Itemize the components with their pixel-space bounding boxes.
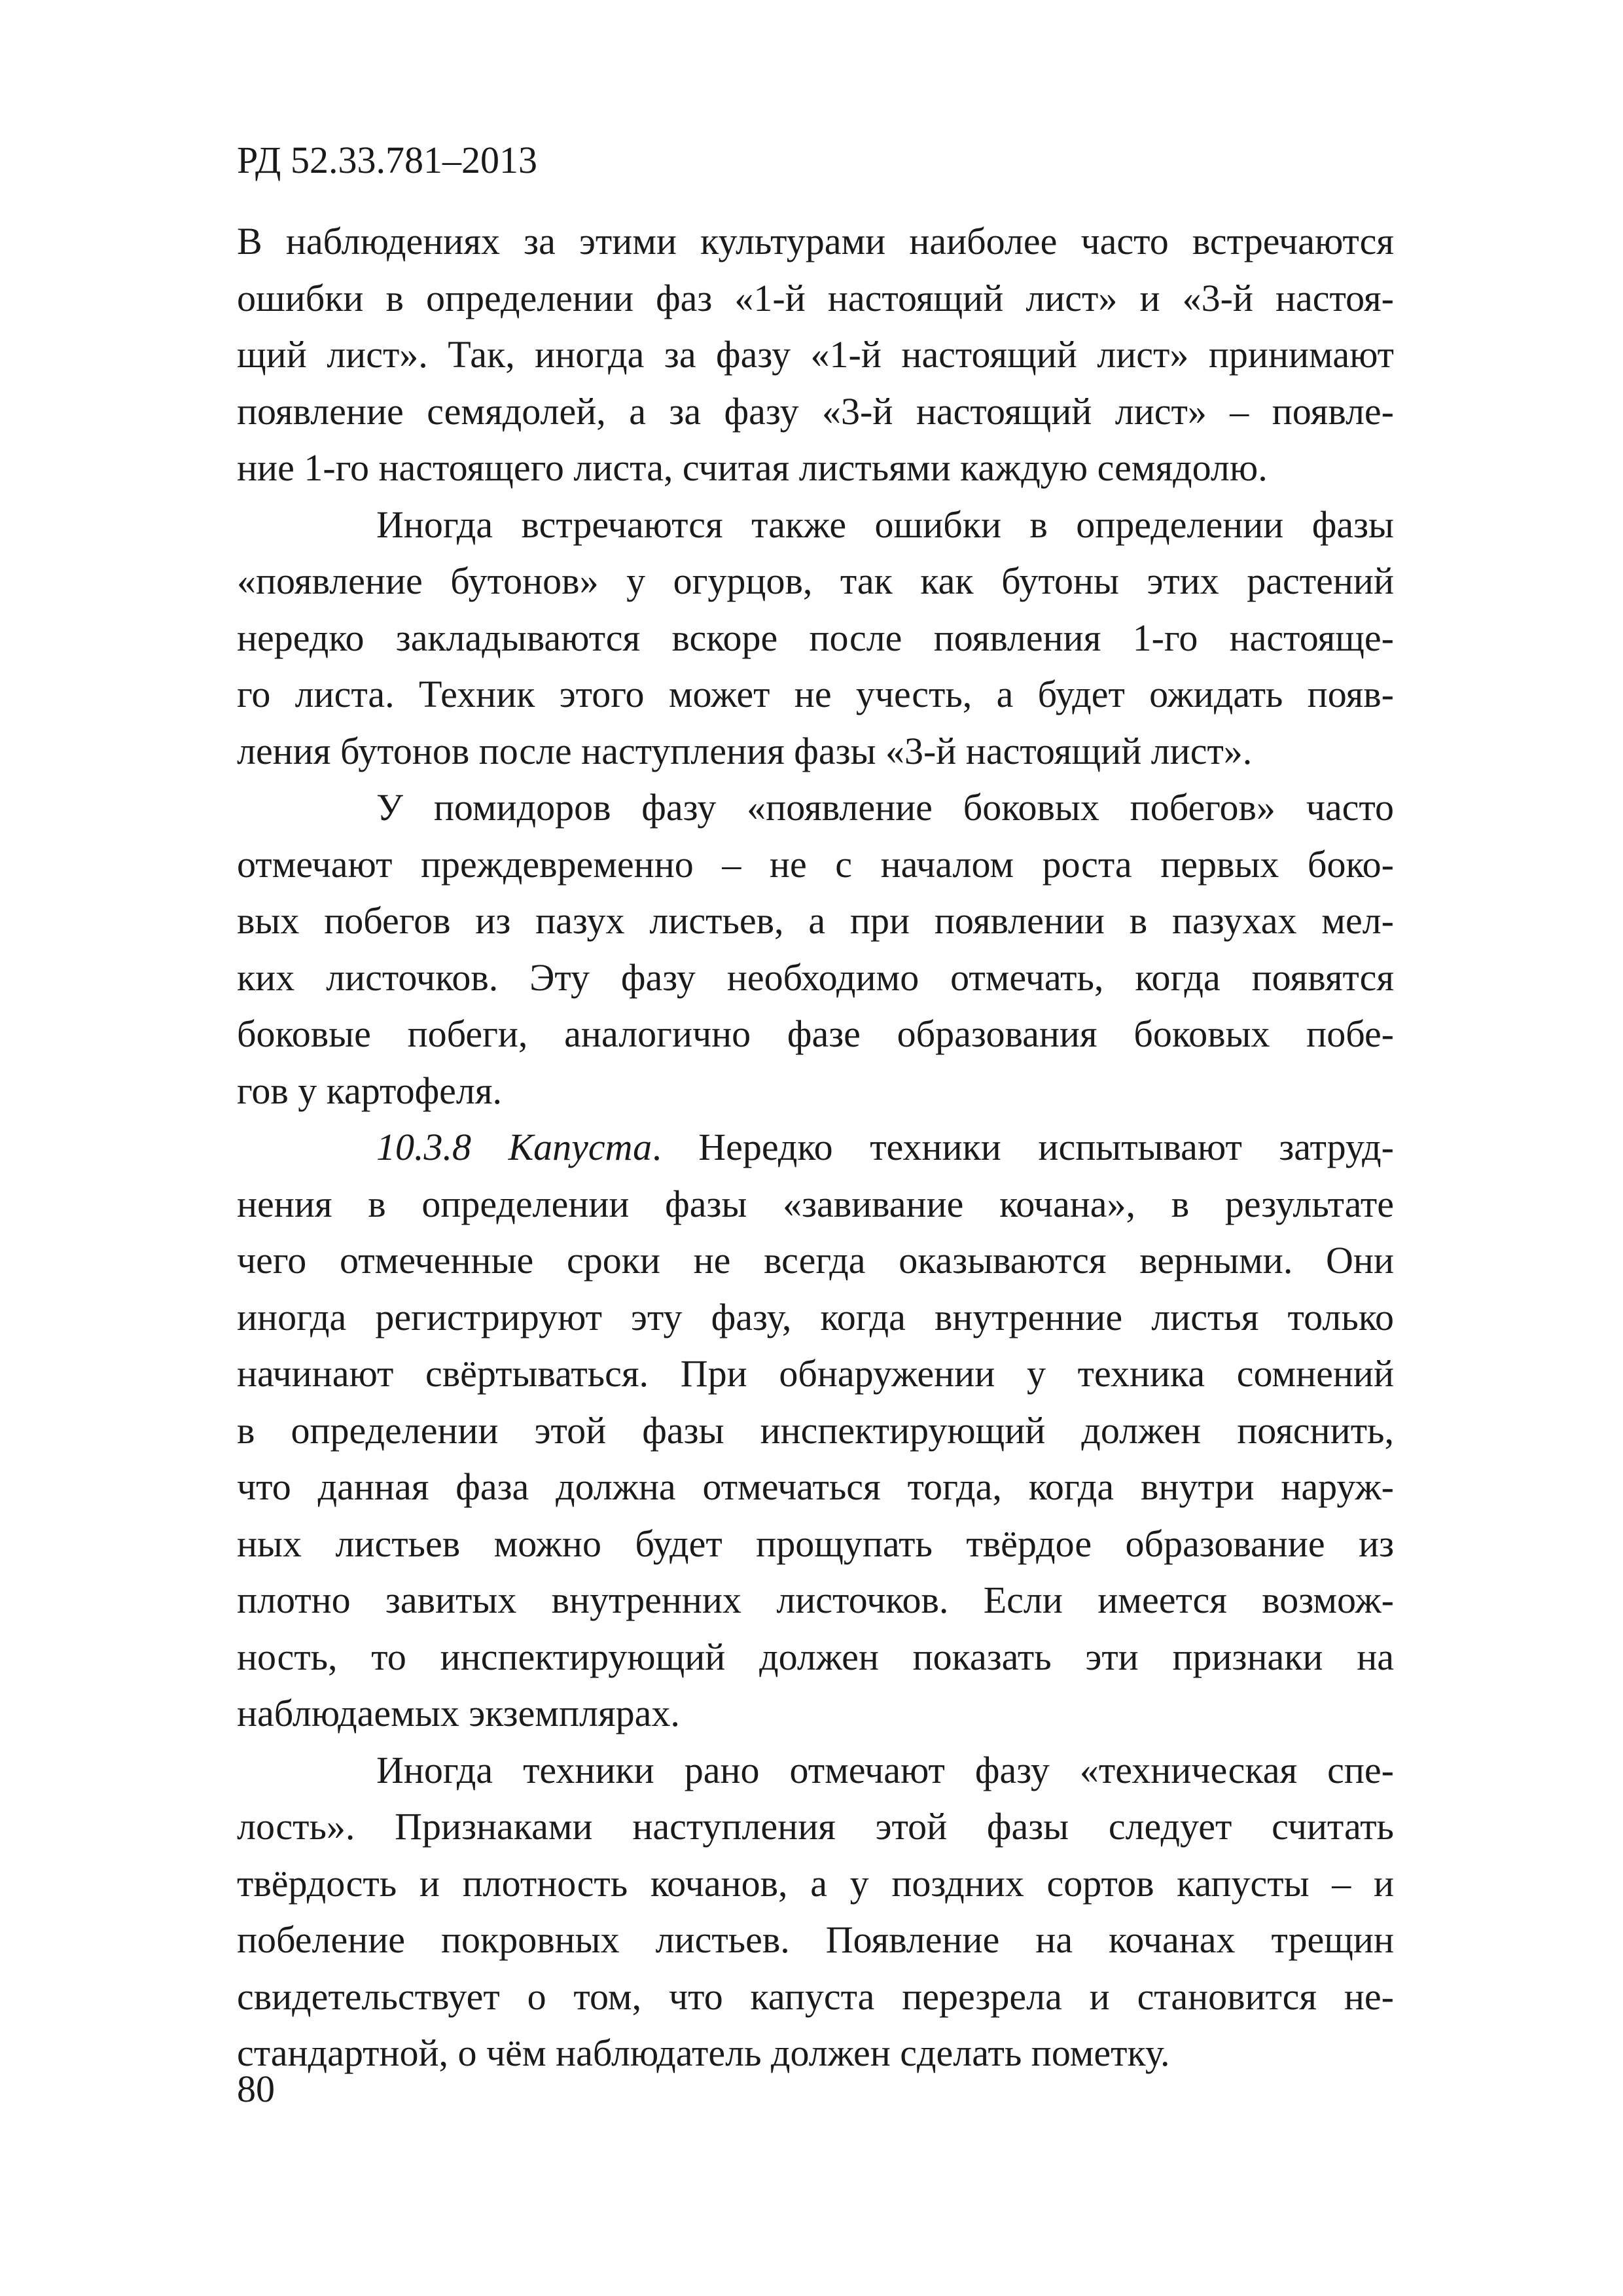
text-line: нередко закладываются вскоре после появления 1-го настояще-: [237, 616, 1394, 659]
text-line: появление семядолей, а за фазу «3-й настоящий лист» – появле-: [237, 389, 1394, 433]
text-line: Иногда техники рано отмечают фазу «техническая спе-: [376, 1748, 1394, 1791]
text-line: боковые побеги, аналогично фазе образования боковых побе-: [237, 1013, 1394, 1055]
text-line: го листа. Техник этого может не учесть, а будет ожидать появ-: [237, 673, 1394, 715]
paragraph-section-10-3-8: [237, 1119, 1394, 1742]
text-line: иногда регистрируют эту фазу, когда внутренние листья только: [237, 1295, 1394, 1338]
section-heading-italic: 10.3.8 Капуста: [376, 1126, 652, 1168]
page-number: 80: [237, 2068, 275, 2110]
text-line: вых побегов из пазух листьев, а при появлении в пазухах мел-: [237, 899, 1394, 942]
text-line: «появление бутонов» у огурцов, так как бутоны этих растений: [237, 560, 1394, 602]
text-line: наблюдаемых экземплярах.: [237, 1692, 680, 1734]
text-line: побеление покровных листьев. Появление на кочанах трещин: [237, 1918, 1394, 1961]
text-line: Иногда встречаются также ошибки в определении фазы: [376, 503, 1394, 546]
text-line: что данная фаза должна отмечаться тогда, когда внутри наруж-: [237, 1465, 1394, 1508]
paragraph-5: [237, 1742, 1394, 2082]
text-line: нения в определении фазы «завивание кочана», в результате: [237, 1182, 1394, 1225]
text-line-section-lead: [237, 1119, 1394, 1176]
document-header: РД 52.33.781–2013: [237, 139, 537, 181]
text-line: лость». Признаками наступления этой фазы следует считать: [237, 1805, 1394, 1848]
text-line: ких листочков. Эту фазу необходимо отмечать, когда появятся: [237, 956, 1394, 999]
section-lead-rest: . Нередко техники испытывают затруд-: [652, 1126, 1394, 1168]
text-line: отмечают преждевременно – не с началом роста первых боко-: [237, 842, 1394, 886]
text-line: стандартной, о чём наблюдатель должен сделать пометку.: [237, 2032, 1170, 2074]
text-line: ность, то инспектирующий должен показать эти признаки на: [237, 1635, 1394, 1678]
text-line: У помидоров фазу «появление боковых побегов» часто: [376, 786, 1394, 829]
text-line: начинают свёртываться. При обнаружении у техника сомнений: [237, 1352, 1394, 1395]
text-line: в определении этой фазы инспектирующий должен пояснить,: [237, 1408, 1394, 1452]
paragraph-1: [237, 213, 1394, 497]
text-line: свидетельствует о том, что капуста перезрела и становится не-: [237, 1975, 1394, 2018]
body-text: [237, 213, 1394, 2082]
paragraph-2: [237, 497, 1394, 780]
text-line: щий лист». Так, иногда за фазу «1-й настоящий лист» принимают: [237, 333, 1394, 376]
text-line: твёрдость и плотность кочанов, а у поздних сортов капусты – и: [237, 1861, 1394, 1905]
text-line: плотно завитых внутренних листочков. Если имеется возмож-: [237, 1579, 1394, 1621]
text-line: В наблюдениях за этими культурами наиболее часто встречаются: [237, 220, 1394, 262]
text-line: ления бутонов после наступления фазы «3-й настоящий лист».: [237, 729, 1253, 772]
text-line: ошибки в определении фаз «1-й настоящий лист» и «3-й настоя-: [237, 276, 1394, 319]
text-line: ных листьев можно будет прощупать твёрдое образование из: [237, 1522, 1394, 1565]
text-line: гов у картофеля.: [237, 1069, 503, 1112]
text-line: ние 1-го настоящего листа, считая листьями каждую семядолю.: [237, 446, 1268, 489]
paragraph-3: [237, 780, 1394, 1119]
text-line: чего отмеченные сроки не всегда оказываются верными. Они: [237, 1239, 1394, 1282]
